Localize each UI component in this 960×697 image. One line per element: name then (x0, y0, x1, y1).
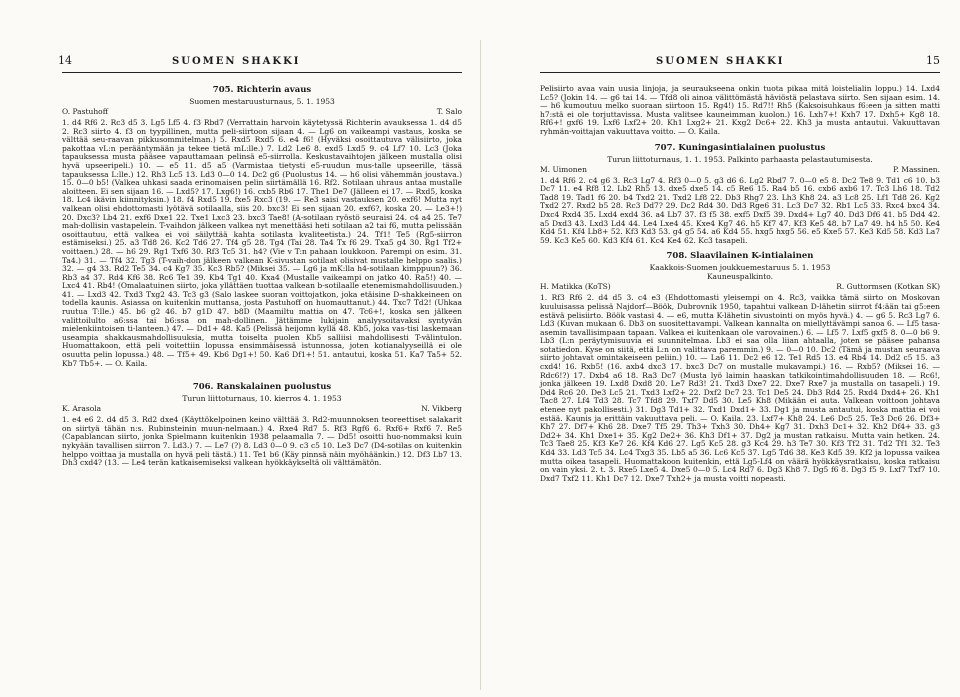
running-head: SUOMEN SHAKKI (172, 56, 301, 67)
game-title: 705. Richterin avaus (212, 85, 312, 95)
game-event: Turun liittoturnaus, 1. 1. 1953. Palkinto parhaasta pelastautumisesta. (607, 154, 873, 164)
game-event: Turun liittoturnaus, 10. kierros 4. 1. 1953 (182, 394, 342, 404)
game-event-line-1: Kaakkois-Suomen joukkuemestaruus 5. 1. 1953 (649, 263, 831, 273)
black-player: T. Salo (436, 107, 462, 116)
game-event: Suomen mestaruusturnaus, 5. 1. 1953 (189, 97, 335, 106)
white-player: K. Arasola (62, 404, 102, 414)
left-page-header (58, 50, 462, 73)
game-706 (62, 382, 462, 468)
game-706-continuation: Pelisiirto avaa vain uusia linjoja, ja seuraukseena onkin tuota pikaa mitä loistelialin loppu.) 14. Lxd4 Lc5? (Jokin 14. — g6 tai 14. — Tfd8 oli ainoa välittömästä häviöstä pelastava siirto. Sen sijaan esim. 14. — h6 kumoutuu melko suoraan siirtoon 15. Rg4!) 15. Rd7!! Rh5 (Kaksoisuhkaus f6:een ja sitten matti h7:stä ei ole torjuttavissa. Musta valitsee kauneimman kuolon.) 16. Lxh7+! Kxh7 17. Dxh5+ Kg8 18. Rf6+! gxf6 19. Lxf6 Lxf2+ 20. Kh1 Lxg2+ 21. Kxg2 Dc6+ 22. Kh3 ja musta antautui. Vakuuttavan ryhmän-voittajan vakuuttava voitto. — O. Kaila. (540, 84, 940, 136)
game-moves: 1. Rf3 Rf6 2. d4 d5 3. c4 e3 (Ehdottomasti yleisempi on 4. Rc3, vaikka tämä siirto on Moskovan kuuluisassa pelissä Najdorf—Böök, Dubrovnik 1950, tapahtui valkean D-lähetin siirrot f4:ään tai g5:een estävä pelisiirto. Böök vastasi 4. — e6, mutta K-lähetin sivustointi on myös hyvä.) 4. — g6 5. Rc3 Lg7 6. Ld3 (Kuvan mukaan 6. Db3 on suositettavampi. Valkean kannalta on miellyttävämpi sanoa 6. — Lf5 tasa-asemin tavallisimpaan tapaan. Valkea ei kuitenkaan ole varovainen.) 6. — Lf5 7. Lxf5 gxf5 8. 0—0 b6 9. Lb3 (L:n peräytymisuuvia ei suunnitelmaa. Lb3 ei saa olla liian ahtaalla, joten se pääsee pahansa sotatiedon. Kyse on siitä, että L:n on valittava paremmin.) 9. — 0—0 10. Dc2 (Tämä ja mustan seuraava siirto johtavat omintakeiseen peliin.) 10. — La6 11. Dc2 e6 12. Te1 Rd5 13. e4 Rb4 14. Dd2 c5 15. a3 cxd4! 16. Rxb5! (16. axb4 dxc3 17. bxc3 Dc7 on mustalle mukavampi.) 16. — Rxb5? (Miksei 16. — Rdc6!?) 17. Dxb4 a6 18. Ra3 Dc7 (Musta lyö laimin haaskan tatkikointimahdollisuuden 18. — Rc6!, jonka jälkeen 19. Lxd8 Dxd8 20. Le7 Rd3! 21. Txd3 Dxe7 22. Dxe7 Rxe7 ja mustalla on tasapeli.) 19. Dd4 Rc6 20. De3 Lc5 21. Txd3 Lxf2+ 22. Dxf2 Dc7 23. Tc1 De5 24. Db3 Rd4 25. Rxd4 Dxd4+ 26. Kh1 Tac8 27. Lf4 Td3 28. Tc7 Tfd8 29. Txf7 Dd5 30. Le5 Kh8 (Mikään ei auta. Valkean voittoon johtava etenee nyt pakollisesti.) 31. Dg3 Td1+ 32. Txd1 Dxd1+ 33. Dg1 ja musta antautui, koska mattia ei voi estää. Kaunis ja erittäin vakuuttava peli. — O. Kaila. 23. Lxf7+ Kh8 24. Le6 Dc5 25. Te3 Dc6 26. Df3+ Kh7 27. Df7+ Kh6 28. Dxe7 Tf5 29. Th3+ Txh3 30. Dh4+ Kg7 31. Dxh3 Dc1+ 32. Kh2 Df4+ 33. g3 Dd2+ 34. Kh1 Dxe1+ 35. Kg2 De2+ 36. Kh3 Df1+ 37. Dg2 ja mustan ratkaisu. Mutta vain hetken. 24. Tc3 Tae8 25. Kf3 Ke7 26. Kf4 Kd6 27. Lg5 Kc5 28. g3 Kc4 29. h3 Te7 30. Kf3 Tf2 31. Td2 Tf1 32. Te3 Kd4 33. Ld3 Tc5 34. Lc4 Txg3 35. Lb5 a5 36. Lc6 Kc5 37. Lg5 Td6 38. Ke3 Kd5 39. Kf2 ja lopussa vaikea mutta oikea tasapeli. Huomattakoon kuitenkin, että Lg5-Lf4 on väärä hyökkäysratkaisu, koska ratkaisu on vain yksi. 2. t. 3. Rxe5 Lxe5 4. Dxe5 0—0 5. Lc4 Rd7 6. Dg3 Kh8 7. Dg5 f6 8. Dg3 f5 9. Lxf7 Txf7 10. Dxd7 Txf2 11. Kh1 Dc7 12. Dxe7 Txh2+ ja musta voitti nopeasti. (540, 293, 940, 483)
game-708 (540, 251, 940, 483)
game-players (540, 165, 940, 176)
black-player: R. Guttormsen (Kotkan SK) (836, 282, 940, 292)
white-player: O. Pastuhoff (62, 107, 109, 116)
gutter (480, 40, 481, 690)
running-head: SUOMEN SHAKKI (656, 56, 785, 67)
white-player: H. Matikka (KoTS) (540, 282, 611, 292)
right-page (540, 50, 940, 690)
game-moves: 1. d4 Rf6 2. Rc3 d5 3. Lg5 Lf5 4. f3 Rbd7 (Verrattain harvoin käytetyssä Richterin avauksessa 1. d4 d5 2. Rc3 siirto 4. f3 on tyypillinen, mutta peli-siirtoon sijaan 4. — Lg6 on vaikeampi vastaus, koska se välttää seu-raavan pikkusommitelman.) 5. Rxd5 Rxd5 6. e4 f6! (Hyväksi osoittautuva välisiirto, joka pakottaa vL:n perääntymään ja tekee tietä mL:lle.) 7. Ld2 Le6 8. exd5 Lxd5 9. c4 Lf7 10. Lc3 (Joka tapauksessa musta pääsee vapauttamaan pelinsä e5-siirrolla. Keskustavaihtojen jälkeen mustalla olisi hyvä upseeripeli.) 10. — e5 11. d5 a5 (Varmistaa tietysti e5-ruudun mus-talle upseerille, tässä tapauksessa L:lle.) 12. Rh3 Lc5 13. Ld3 0—0 14. Dc2 g6 (Puolustus 14. — h6 olisi vähemmän joustava.) 15. 0—0 b5! (Valkea uhkasi saada erinomaisen pelin siirtämällä 16. Rf2. Sotilaan uhraus antaa mustalle aloitteen. Ei sen sijaan 16. — Lxd5? 17. Lxg6!) 16. cxb5 Rb6 17. The1 De7 (Jälleen ei 17. — Rxd5, koska 18. Lc4 ikävin kiinnityksin.) 18. f4 Rxd5 19. fxe5 Rxc3 (19. — Re3 saisi vastauksen 20. exf6! Mutta nyt valkean olisi ehdottomasti lyötävä sotilaalla, siis 20. bxc3! Ei sen sijaan 20. exf6?, koska 20. — Le3+!) 20. Dxc3? Lb4 21. exf6 Dxe1 22. Txe1 Lxc3 23. bxc3 Tae8! (A-sotilaan ryöstö seuraisi 24. c4 a4 25. Te7 mah-dollisin vastapelein. T-vaihdon jälkeen valkea nyt menettääsi heti sotilaan a2 tai f6, mutta pelissään osoittautuu, että valkea ei voi säilyttää kahta sotilasta kvaliteetista.) 24. Tf1! Te5 (Rg5-siirron estämiseksi.) 25. a3 Td8 26. Kc2 Td6 27. Tf4 g5 28. Tg4 (Tai 28. Ta4 Tx f6 29. Txa5 g4 30. Rg1 Tf2+ voittaen.) 28. — h6 29. Rg1 Txf6 30. Rf3 Tc5 31. h4? (Vie v T:n pahaan loukkoon. Parempi on esim. 31. Ta4.) 31. — Tf4 32. Tg3 (T-vaih-don jälkeen valkean K-sivustan sotilaat olisivat mustalle helppo saalis.) 32. — g4 33. Rd2 Te5 34. c4 Kg7 35. Kc3 Rb5? (Miksei 35. — Lg6 ja mK:lla h4-sotilaan kimppuun?) 36. Rb3 a4 37. Rd4 Kf6 38. Rc6 Te1 39. Kb4 Tg1 40. Kxa4 (Mustalle vaikeampi on jatko 40. Ra5!) 40. — Lxc4 41. Rb4! (Omalaatuinen siirto, joka yllättäen tuottaa valkean b-sotilaalle etenemismahdollisuuden.) 41. — Lxd3 42. Txd3 Txg2 43. Tc3 g3 (Salo laskee suoran voittojatkon, joka etäisine D-shakkeineen on todella kaunis. Asiassa on kuitenkin muttansa, josta Pastuhoff on huomauttanut.) 44. Txc7 Td2! (Uhkaa ruutua T:lle.) 45. b6 g2 46. b7 g1D 47. b8D (Maamiltu mattia on 47. Tc6+!, koska sen jälkeen valittoilulto a6:ssa tai b6:ssa on mah-dollinen. Jättämme lukijain analyysoitavaksi syntyvän mielenkiintoisen ti-lanteen.) 47. — Dd1+ 48. Ka5 (Pelissä heijomn kyllä 48. Kb5, joka vas-tisi laskemaan useampia shakkausmahdollisuuksia, mutta toiselta puolen Kb5 salliisi mahdollisesti T-välintulon. Huomattakoon, että peli voitettiin lopussa ensimmäisessä istunnossa, joten kotianalyyseillä ei ole osuutta pelin lopussa.) 48. — Tf5+ 49. Kb6 Dg1+! 50. Ka6 Df1+! 51. antautui, koska 51. Ka7 Ta5+ 52. Kb7 Tb5+. — O. Kaila. (62, 118, 462, 368)
right-page-header (540, 50, 940, 73)
white-player: M. Uimonen (540, 164, 587, 174)
game-title: 706. Ranskalainen puolustus (192, 382, 332, 393)
game-705 (62, 85, 462, 368)
game-title: 708. Slaavilainen K-intialainen (666, 251, 814, 262)
page-number: 14 (58, 54, 72, 67)
game-players (540, 282, 940, 293)
page-number: 15 (926, 54, 940, 67)
game-moves: 1. e4 e6 2. d4 d5 3. Rd2 dxe4 (Käyttökelpoinen keino välttää 3. Rd2-muunnoksen teoreettiset salakarit on siirtyä tähän n:s. Rubinsteinin muun-nelmaan.) 4. Rxe4 Rd7 5. Rf3 Rgf6 6. Rxf6+ Rxf6 7. Re5 (Capablancan siirto, jonka Spielmann kuitenkin 1938 pelaamalla 7. — Dd5! osoitti huo-nommaksi kuin nykyään tavallisen siirron 7. Ld3.) 7. — Le7 (?) 8. Ld3 0—0 9. c3 c5 10. Le3 Dc7 (D4-sotilas on kuitenkin helppo voittaa ja mustalla on hyvä peli tästä.) 11. Te1 b6 (Käy pinnsä näin myöhäänkin.) 12. Df3 Lb7 13. Dh3 cxd4? (13. — Le4 terän katkaisemiseksi valkean hyökkäykseltä oli välttämätön. (62, 415, 462, 468)
black-player: N. Vikberg (421, 404, 462, 414)
left-page (58, 50, 462, 690)
game-707 (540, 143, 940, 246)
game-title: 707. Kuningasintialainen puolustus (654, 142, 826, 153)
game-event-line-2: Kauneuspalkinto. (706, 272, 774, 282)
game-players (62, 107, 462, 118)
game-players (62, 404, 462, 415)
game-moves: 1. d4 Rf6 2. c4 g6 3. Rc3 Lg7 4. Rf3 0—0 5. g3 d6 6. Lg2 Rbd7 7. 0—0 e5 8. Dc2 Te8 9. Td1 c6 10. b3 Dc7 11. e4 Rf8 12. Lb2 Rh5 13. dxe5 dxe5 14. c5 Re6 15. Ra4 b5 16. cxb6 axb6 17. Tc3 Lh6 18. Td2 Tad8 19. Tad1 f6 20. b4 Txd2 21. Txd2 Lf8 22. Db3 Rhg7 23. Lh3 Kh8 24. a3 Lc8 25. Lf1 Td8 26. Kg2 Txd2 27. Rxd2 b5 28. Rc3 Dd7? 29. Dc2 Rd4 30. Dd3 Rge6 31. Lc3 Dc7 32. Rb1 Lc5 33. Rxc4 bxc4 34. Dxc4 Rxd4 35. Lxd4 exd4 36. a4 Lb7 37. f3 f5 38. exf5 Dxf5 39. Dxd4+ Lg7 40. Dd3 Df6 41. b5 Dd4 42. a5 Dxd3 43. Lxd3 Ld4 44. Le4 Lxe4 45. Kxe4 Kg7 46. h5 Kf7 47. Kf3 Ke5 48. b7 La7 49. h4 h5 50. Ke4 Kd4 51. Kf4 Lb8+ 52. Kf3 Kd3 53. g4 g5 54. a6 Kd4 55. hxg5 hxg5 56. e5 Kxe5 57. Ke3 Kd5 58. Kd3 La7 59. Kc3 Ke5 60. Kd3 Kf4 61. Kc4 Ke4 62. Kc3 tasapeli. (540, 175, 940, 245)
black-player: P. Massinen. (892, 164, 940, 174)
